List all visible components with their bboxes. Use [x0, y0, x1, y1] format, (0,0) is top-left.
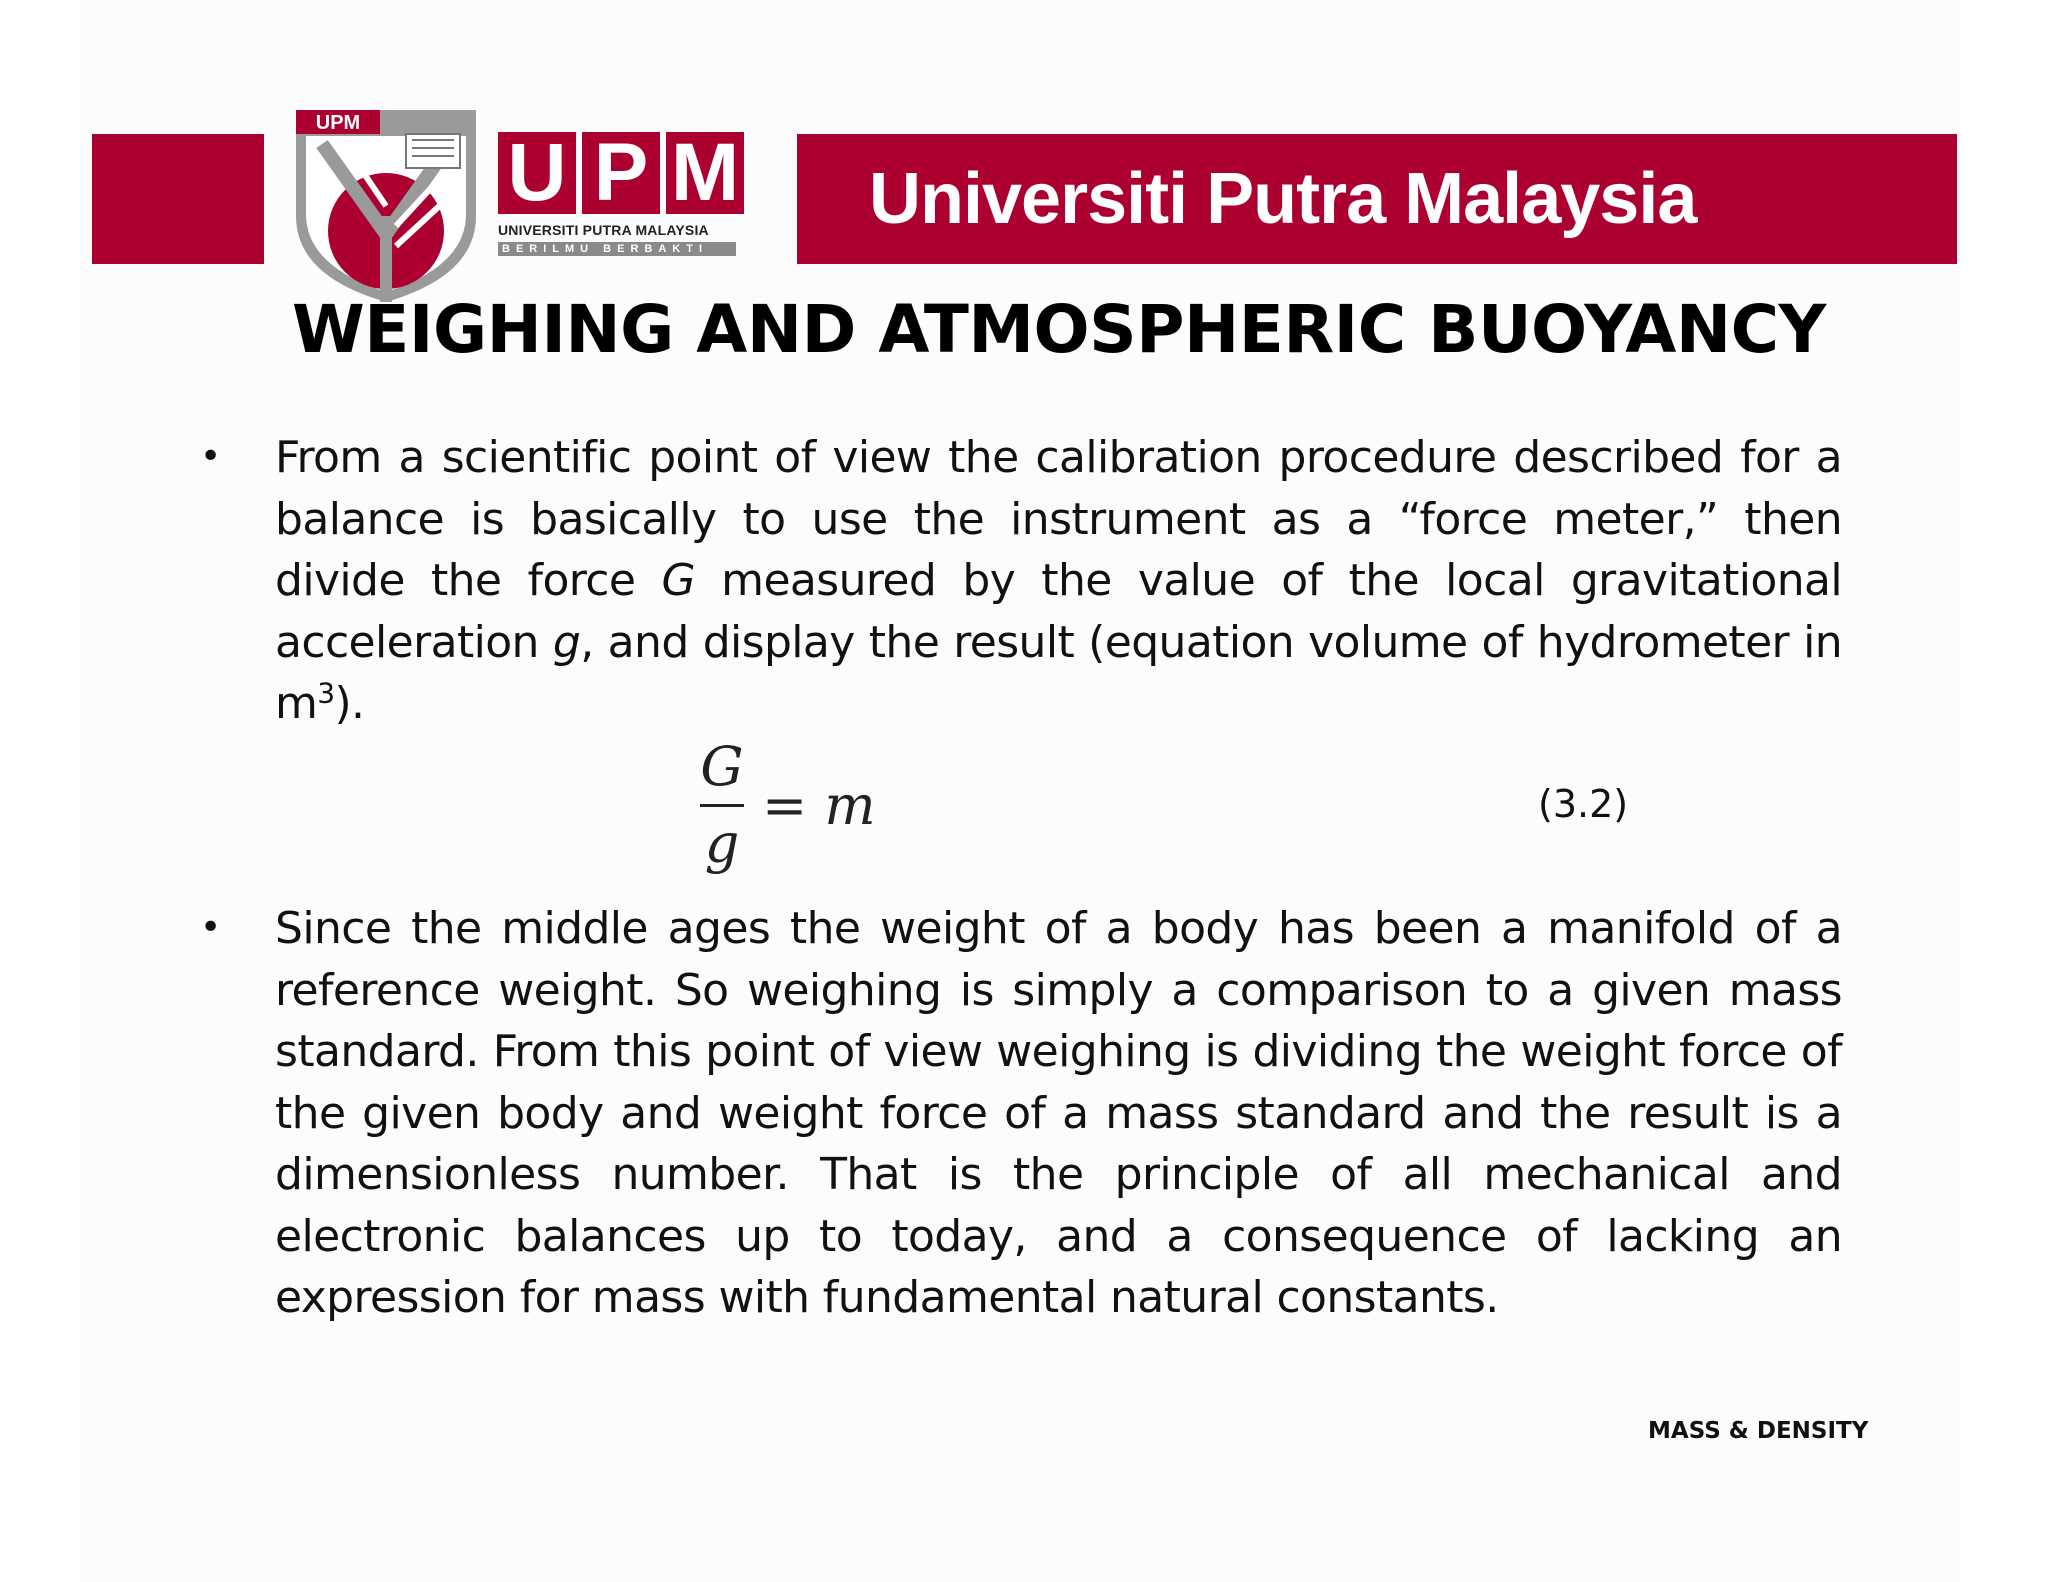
fraction-denominator: g [704, 811, 740, 875]
header-bar-left [92, 134, 264, 264]
crest-label: UPM [315, 112, 361, 134]
paragraph-text: From a scientific point of view the calibration procedure described for a balance is basically to use the instrument as a “force meter,” then divide the force [275, 432, 1842, 606]
fraction [700, 736, 744, 875]
equation-number: (3.2) [1538, 782, 1629, 826]
wordmark-subtitle: UNIVERSITI PUTRA MALAYSIA [498, 222, 709, 238]
university-banner-title: Universiti Putra Malaysia [869, 159, 1697, 239]
paragraph-text: , and display the result (equation volume of hydrometer in m [275, 616, 1843, 729]
superscript-exponent: 3 [317, 676, 335, 710]
bullet-marker: • [200, 436, 222, 477]
equation-3-2 [700, 725, 876, 885]
bullet-marker: • [200, 907, 222, 948]
fraction-bar [700, 804, 744, 807]
upm-crest-logo [292, 106, 480, 306]
variable-m: m [824, 773, 876, 837]
slide-title: WEIGHING AND ATMOSPHERIC BUOYANCY [292, 291, 1826, 368]
equals-sign: = [762, 773, 808, 837]
fraction-numerator: G [700, 734, 744, 798]
equation-rhs [762, 774, 876, 837]
variable-G: G [661, 555, 696, 606]
wordmark-letter: P [582, 132, 660, 214]
paragraph-weighing-history: Since the middle ages the weight of a body has been a manifold of a reference weight. So weighing is simply a comparison to a given mass standard. From this point of view weighing is dividing the weight force of the given body and weight force of a mass standard and the result is a dimensionless number. That is the principle of all mechanical and electronic balances up to today, and a consequence of lacking an expression for mass with fundamental natural constants. [275, 903, 1842, 1323]
wordmark-letter: M [666, 132, 744, 214]
variable-g: g [552, 616, 581, 668]
upm-wordmark-letters [498, 127, 748, 218]
paragraph-text: measured by the value of the local gravitational acceleration [275, 555, 1842, 668]
upm-wordmark [498, 127, 748, 264]
slide-footer: MASS & DENSITY [1648, 1418, 1869, 1444]
paragraph-calibration [275, 427, 1842, 735]
wordmark-letter: U [498, 132, 576, 214]
university-motto: BERILMU BERBAKTI [498, 242, 736, 256]
paragraph-text: ). [334, 678, 365, 729]
